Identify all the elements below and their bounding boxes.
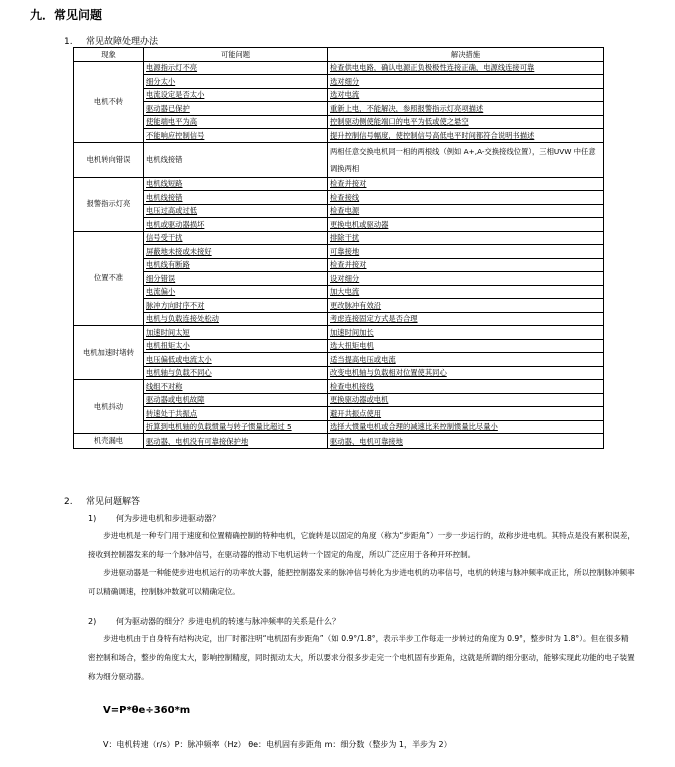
table-row (74, 231, 604, 245)
possible-problem-cell: 驱动器、电机没有可靠接保护地 (144, 434, 328, 449)
table-row (74, 299, 604, 313)
solution-cell: 排除干扰 (328, 231, 604, 245)
answer-1-paragraph-1-text: 步进电机是一种专门用于速度和位置精确控制的特种电机，它旋转是以固定的角度（称为“步距角”）一步一步运行的，故称步进电机。其特点是没有累积误差，接收到控制器发来的每一个脉冲信号，在驱动器的推动下电机运转一个固定的角度，所以广泛应用于各种开环控制。 (88, 531, 636, 559)
answer-1-paragraph-2 (88, 563, 636, 601)
possible-problem-cell: 折算到电机轴的负载惯量与转子惯量比超过 5 (144, 420, 328, 434)
table-row (74, 75, 604, 89)
phenomenon-cell: 电机加速时堵转 (74, 326, 144, 380)
possible-problem-cell: 使能端电平为高 (144, 115, 328, 129)
possible-problem-cell: 电机扭矩太小 (144, 339, 328, 353)
solution-cell: 检查供电电路，确认电源正负极极性连接正确，电源线连接可靠 (328, 61, 604, 75)
table-row (74, 115, 604, 129)
table-row (74, 218, 604, 232)
solution-cell: 可靠接地 (328, 245, 604, 259)
solution-cell: 检查电源 (328, 204, 604, 218)
question-2-text: 何为驱动器的细分？步进电机的转速与脉冲频率的关系是什么？ (116, 617, 340, 626)
section-1-number: 1. (64, 37, 73, 47)
section-1-title: 常见故障处理办法 (86, 37, 159, 47)
possible-problem-cell: 电流设定是否太小 (144, 88, 328, 102)
solution-cell: 加大电流 (328, 285, 604, 299)
possible-problem-cell: 转速处于共振点 (144, 407, 328, 421)
solution-cell: 改变电机轴与负载相对位置使其同心 (328, 366, 604, 380)
header-solution: 解决措施 (328, 48, 604, 62)
question-2 (88, 616, 340, 627)
speed-formula: V=P*θe÷360*m (103, 705, 191, 716)
possible-problem-cell: 脉冲方向时序不对 (144, 299, 328, 313)
answer-2-paragraph-1-text: 步进电机由于自身特有结构决定，出厂时都注明“电机固有步距角”（如 0.9°/1.8°，表示半步工作每走一步转过的角度为 0.9°，整步时为 1.8°）。但在很多精密控制和场合，整步的角度太大，影响控制精度，同时振动太大，所以要求分很多步走完一个电机固有步距角，这就是所谓的细分驱动，能够实现此功能的电子装置称为细分驱动器。 (88, 634, 635, 681)
question-1-number: 1) (88, 514, 97, 523)
chapter-title: 九．常见问题 (30, 8, 103, 22)
fault-table (73, 47, 604, 449)
possible-problem-cell: 驱动器已保护 (144, 102, 328, 116)
table-row (74, 129, 604, 143)
possible-problem-cell: 加速时间太短 (144, 326, 328, 340)
table-header-row (74, 48, 604, 62)
solution-cell: 提升控制信号幅度，使控制信号高低电平时间都符合说明书描述 (328, 129, 604, 143)
possible-problem-cell: 电机线接错 (144, 191, 328, 205)
table-row (74, 366, 604, 380)
phenomenon-cell: 电机抖动 (74, 380, 144, 434)
table-row (74, 339, 604, 353)
section-2-heading (64, 494, 140, 507)
table-row (74, 258, 604, 272)
possible-problem-cell: 驱动器或电机故障 (144, 393, 328, 407)
formula-legend: V：电机转速（r/s）P：脉冲频率（Hz） θe：电机固有步距角 m：细分数（整步为 1，半步为 2） (103, 740, 452, 749)
question-1 (88, 513, 220, 524)
phenomenon-cell: 位置不准 (74, 231, 144, 326)
table-row (74, 245, 604, 259)
table-row (74, 61, 604, 75)
solution-cell: 控制驱动侧使能端口的电平为低或使之悬空 (328, 115, 604, 129)
solution-cell: 检查并接对 (328, 258, 604, 272)
solution-cell: 设对细分 (328, 272, 604, 286)
possible-problem-cell: 细分错误 (144, 272, 328, 286)
possible-problem-cell: 电机线接错 (144, 142, 328, 177)
possible-problem-cell: 信号受干扰 (144, 231, 328, 245)
table-row (74, 312, 604, 326)
possible-problem-cell: 电压过高或过低 (144, 204, 328, 218)
answer-2-paragraph-1 (88, 629, 636, 686)
phenomenon-cell: 报警指示灯亮 (74, 177, 144, 231)
possible-problem-cell: 屏蔽地未接或未接好 (144, 245, 328, 259)
possible-problem-cell: 细分太小 (144, 75, 328, 89)
table-row (74, 285, 604, 299)
solution-cell: 避开共振点使用 (328, 407, 604, 421)
table-row (74, 191, 604, 205)
solution-cell: 选择大惯量电机或合理的减速比来控制惯量比尽量小 (328, 420, 604, 434)
question-1-text: 何为步进电机和步进驱动器？ (116, 514, 220, 523)
phenomenon-cell: 电机转向错误 (74, 142, 144, 177)
section-2-title: 常见问题解答 (86, 497, 141, 507)
table-row (74, 204, 604, 218)
section-2-number: 2. (64, 497, 73, 507)
solution-cell: 选大扭矩电机 (328, 339, 604, 353)
solution-cell: 选对细分 (328, 75, 604, 89)
table-row (74, 142, 604, 177)
possible-problem-cell: 线组不对称 (144, 380, 328, 394)
table-row (74, 326, 604, 340)
table-row (74, 353, 604, 367)
possible-problem-cell: 不能响应控制信号 (144, 129, 328, 143)
solution-cell: 驱动器、电机可靠接地 (328, 434, 604, 449)
answer-1-paragraph-2-text: 步进驱动器是一种能使步进电机运行的功率放大器，能把控制器发来的脉冲信号转化为步进电机的功率信号，电机的转速与脉冲频率成正比，所以控制脉冲频率可以精确调速，控制脉冲数就可以精确定位。 (88, 568, 635, 596)
possible-problem-cell: 电机或驱动器损坏 (144, 218, 328, 232)
phenomenon-cell: 机壳漏电 (74, 434, 144, 449)
header-phenomenon: 现象 (74, 48, 144, 62)
possible-problem-cell: 电源指示灯不亮 (144, 61, 328, 75)
possible-problem-cell: 电压偏低或电流太小 (144, 353, 328, 367)
table-row (74, 88, 604, 102)
header-possible-problem: 可能问题 (144, 48, 328, 62)
solution-cell: 加速时间加长 (328, 326, 604, 340)
possible-problem-cell: 电机线有断路 (144, 258, 328, 272)
section-1-heading (64, 34, 158, 47)
table-row (74, 407, 604, 421)
table-row (74, 380, 604, 394)
table-row (74, 272, 604, 286)
solution-cell: 适当提高电压或电流 (328, 353, 604, 367)
table-row (74, 177, 604, 191)
table-row (74, 420, 604, 434)
table-row (74, 393, 604, 407)
fault-table-body (74, 61, 604, 449)
table-row (74, 434, 604, 449)
possible-problem-cell: 电机与负载连接处松动 (144, 312, 328, 326)
solution-cell: 检查接线 (328, 191, 604, 205)
solution-cell: 两相任意交换电机同一相的两根线（例如 A+,A-交换接线位置），三相UVW 中任意调换两相 (328, 142, 604, 177)
solution-cell: 更换电机或驱动器 (328, 218, 604, 232)
phenomenon-cell: 电机不转 (74, 61, 144, 142)
solution-cell: 更换驱动器或电机 (328, 393, 604, 407)
solution-cell: 考虑连接固定方式是否合理 (328, 312, 604, 326)
solution-cell: 重新上电，不能解决，参照报警指示灯亮项描述 (328, 102, 604, 116)
possible-problem-cell: 电机线短路 (144, 177, 328, 191)
solution-cell: 检查电机接线 (328, 380, 604, 394)
question-2-number: 2) (88, 617, 97, 626)
solution-cell: 检查并接对 (328, 177, 604, 191)
answer-1-paragraph-1 (88, 526, 636, 564)
solution-cell: 选对电流 (328, 88, 604, 102)
possible-problem-cell: 电机轴与负载不同心 (144, 366, 328, 380)
solution-cell: 更改脉冲有效沿 (328, 299, 604, 313)
possible-problem-cell: 电流偏小 (144, 285, 328, 299)
table-row (74, 102, 604, 116)
